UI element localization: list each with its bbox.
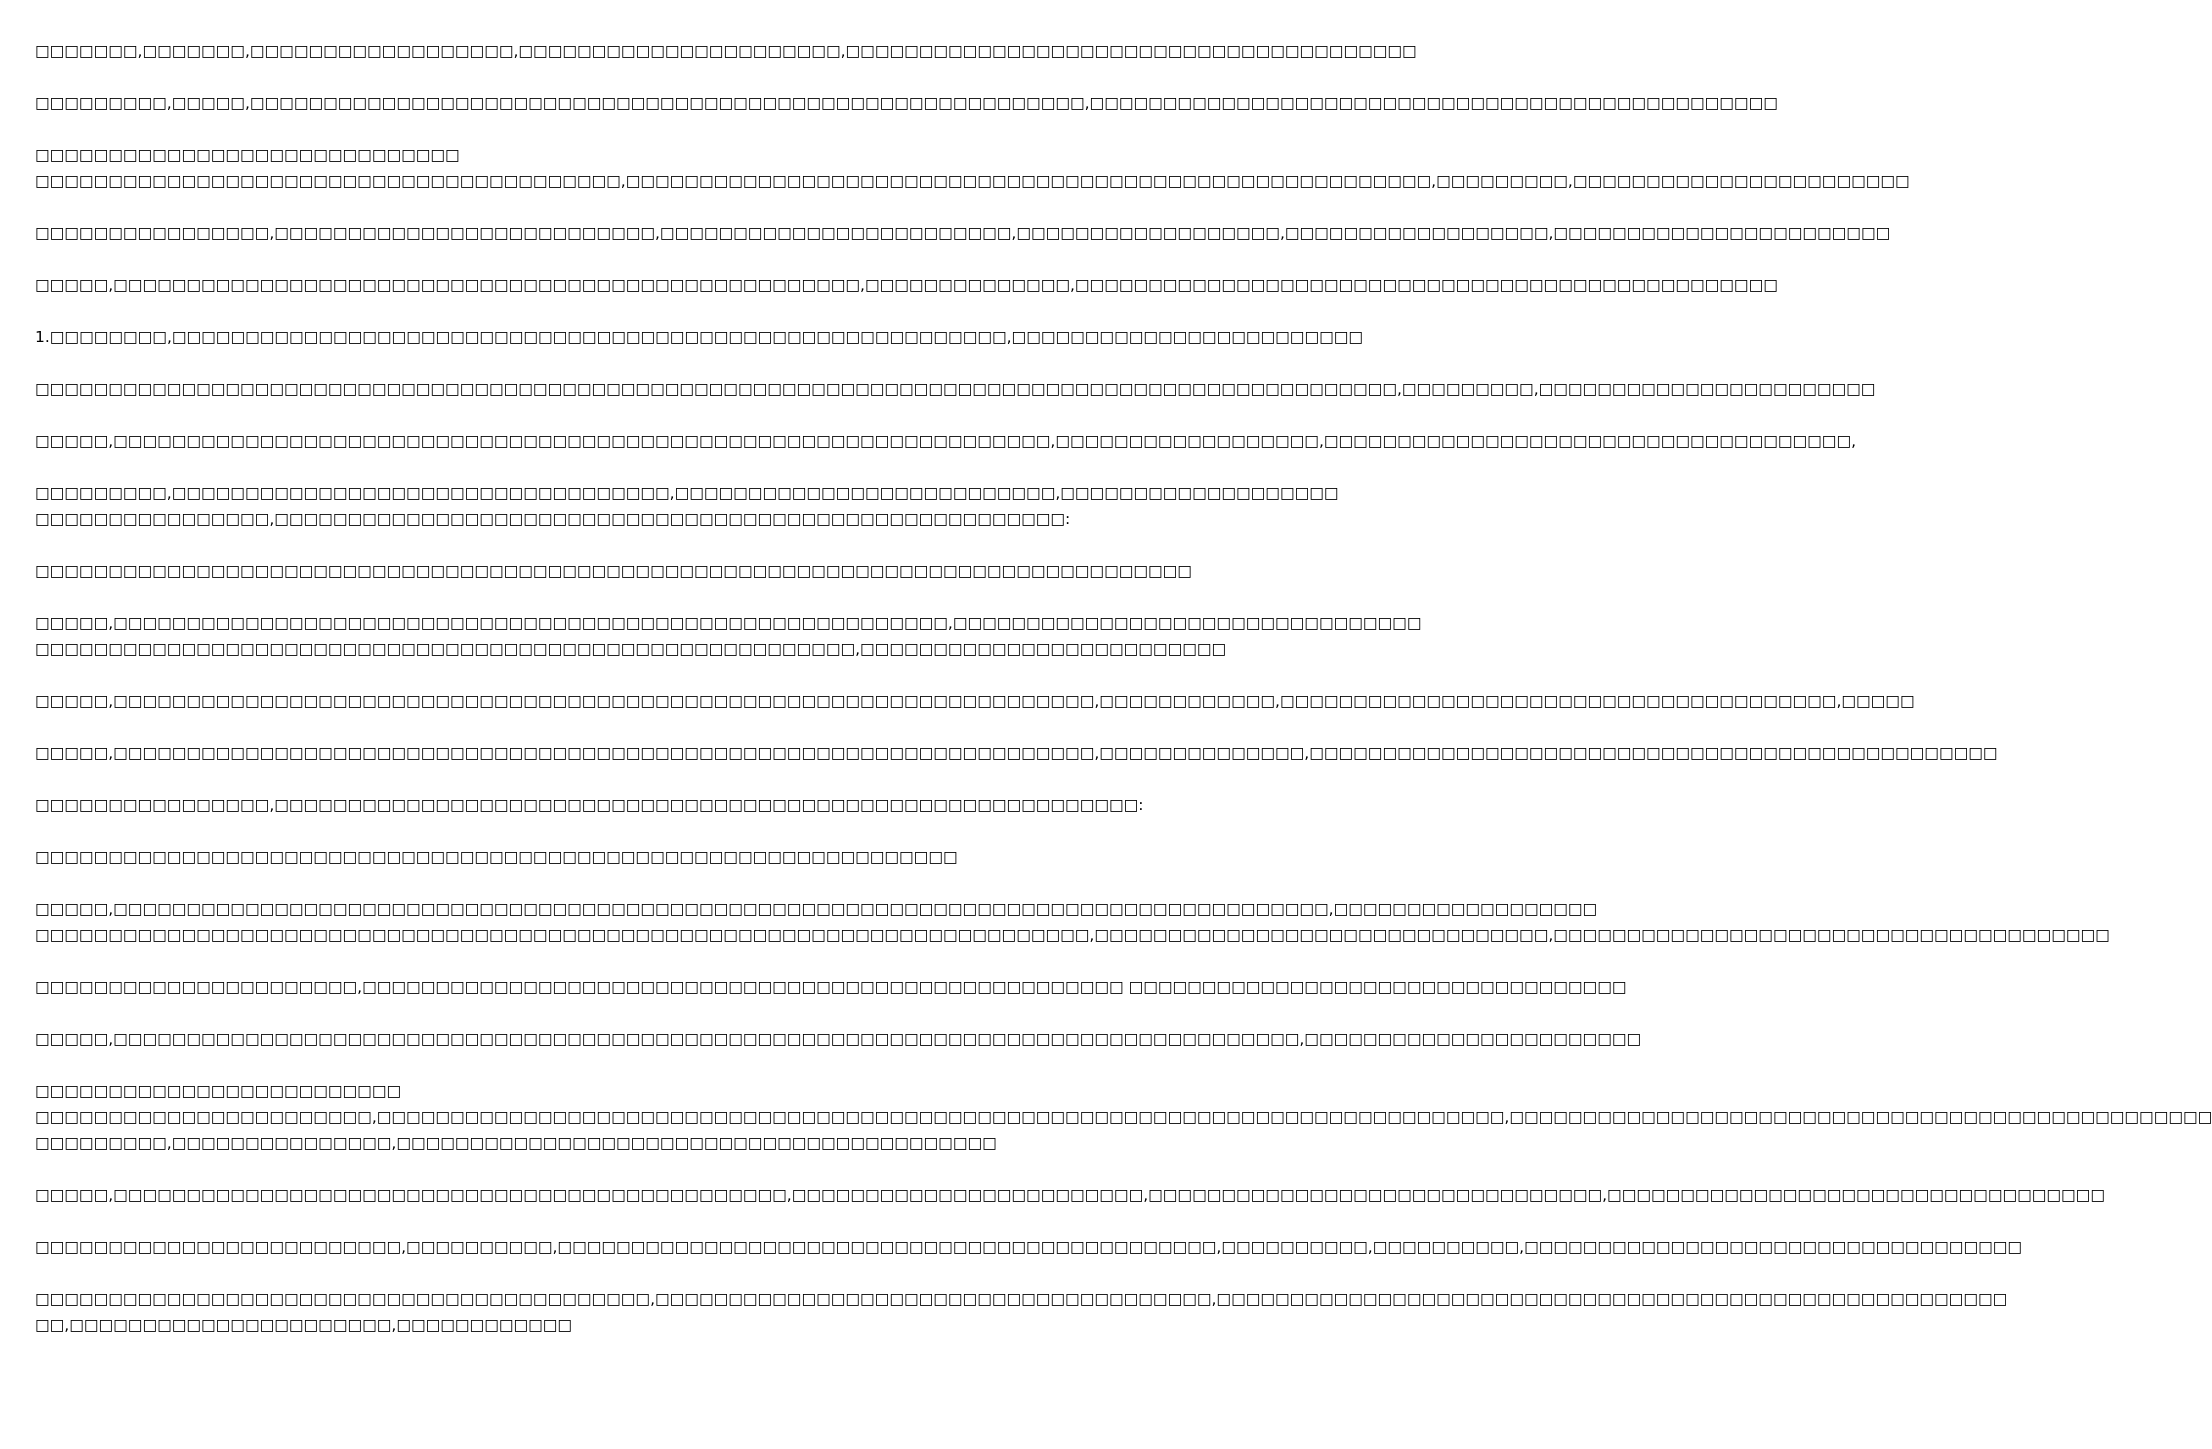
text-line: □□□□□□□□□□□□□□□□□□□□□□□□□□□□□□□□□□□□□□□□,□□□□□□□□□□□□□□□□□□□□□□□□□□□□□□□□□□□□□□□□□□□□□□□□□□□□□□□,□□□□□□□□□,□□□□□□□□□□□□□□□□□□□□□□□ <box>35 172 1910 190</box>
paragraph <box>35 90 1778 116</box>
paragraph <box>35 428 1857 454</box>
text-line: □□□□□□□□□□□□□□□□□□□□□□□□□□□□□□□□□□□□□□□□□□,□□□□□□□□□□□□□□□□□□□□□□□□□□□□□□□□□□□□□□,□□□□□□□□□□□□□□□□□□□□□□□□□□□□□□□□□□□□□□□□□□□□□□□□□□□□□□ <box>35 1290 2008 1308</box>
paragraph <box>35 688 1915 714</box>
paragraph <box>35 324 1364 350</box>
paragraph <box>35 844 990 870</box>
text-line: □□□□□□□□□□□□□□□□,□□□□□□□□□□□□□□□□□□□□□□□□□□,□□□□□□□□□□□□□□□□□□□□□□□□,□□□□□□□□□□□□□□□□□□,□□□□□□□□□□□□□□□□□□,□□□□□□□□□□□□□□□□□□□□□□□ <box>35 224 1891 242</box>
paragraph <box>35 1234 2023 1260</box>
text-line: □□□□□□□□□□□□□□□□□□□□□□□□□□□□□ <box>35 146 460 164</box>
text-line: □□□□□□□□□□□□□□□□□□□□□□□□□□□□□□□□□□□□□□□□□□□□□□□□□□□□□□□□□□□□□□□□□□□□□□□□□□□□□□□□□□□□□□□□□□□□□,□□□□□□□□□,□□□□□□□□□□□□□□□□□□□□□□□ <box>35 380 1876 398</box>
text-line: □□□□□□□□□□□□□□□□□□□□□□□□□□□□□□□□□□□□□□□□□□□□□□□□□□□□□□□□,□□□□□□□□□□□□□□□□□□□□□□□□□ <box>35 640 1227 658</box>
text-line: □□□□□□□,□□□□□□□,□□□□□□□□□□□□□□□□□□,□□□□□□□□□□□□□□□□□□□□□□,□□□□□□□□□□□□□□□□□□□□□□□□□□□□□□□□□□□□□□□ <box>35 42 1417 60</box>
text-line: □□□□□□□□□□□□□□□□,□□□□□□□□□□□□□□□□□□□□□□□□□□□□□□□□□□□□□□□□□□□□□□□□□□□□□□□□□□□: <box>35 796 1144 814</box>
text-line: □□□□□□□□□□□□□□□□□□□□□□□□□ <box>35 1082 402 1100</box>
text-line: □□□□□,□□□□□□□□□□□□□□□□□□□□□□□□□□□□□□□□□□□□□□□□□□□□□□□□□□□□□□□□□,□□□□□□□□□□□□□□□□□□□□□□□□□□□□□□□□ <box>35 614 1422 632</box>
paragraph <box>35 558 1192 584</box>
text-line: □□□□□□□□□,□□□□□,□□□□□□□□□□□□□□□□□□□□□□□□□□□□□□□□□□□□□□□□□□□□□□□□□□□□□□□□□,□□□□□□□□□□□□□□□□□□□□□□□□□□□□□□□□□□□□□□□□□□□□□□□ <box>35 94 1778 112</box>
text-line: □□□□□□□□□□□□□□□□□□□□□□□□□,□□□□□□□□□□,□□□□□□□□□□□□□□□□□□□□□□□□□□□□□□□□□□□□□□□□□□□□□,□□□□□□□□□□,□□□□□□□□□□,□□□□□□□□□□□□□□□□□□□□□□□□□□□□□□□□□□ <box>35 1238 2023 1256</box>
paragraph <box>35 220 1891 246</box>
text-line: □□□□□□□□□,□□□□□□□□□□□□□□□,□□□□□□□□□□□□□□□□□□□□□□□□□□□□□□□□□□□□□□□□□ <box>35 1134 997 1152</box>
text-line: □□□□□□□□□□□□□□□□□□□□□□□,□□□□□□□□□□□□□□□□□□□□□□□□□□□□□□□□□□□□□□□□□□□□□□□□□□□□□□□□□□□□□□□□□□□□□□□□□□□□□,□□□□□□□□□□□□□□□□□□□□□□□□□□□□□□□□□□□□□□□□□□□□□□□□ <box>35 1108 2212 1126</box>
text-line: □□□□□□□□□,□□□□□□□□□□□□□□□□□□□□□□□□□□□□□□□□□□,□□□□□□□□□□□□□□□□□□□□□□□□□□,□□□□□□□□□□□□□□□□□□□ <box>35 484 1339 502</box>
text-line: □□,□□□□□□□□□□□□□□□□□□□□□□,□□□□□□□□□□□□ <box>35 1316 573 1334</box>
document-body <box>35 38 2212 1364</box>
paragraph <box>35 740 1998 766</box>
text-line: □□□□□,□□□□□□□□□□□□□□□□□□□□□□□□□□□□□□□□□□□□□□□□□□□□□□□□□□□□□□□□□□□□□□□□,□□□□□□□□□□□□□□□□□□,□□□□□□□□□□□□□□□□□□□□□□□□□□□□□□□□□□□□, <box>35 432 1857 450</box>
paragraph <box>35 142 1910 194</box>
text-line: 1.□□□□□□□□,□□□□□□□□□□□□□□□□□□□□□□□□□□□□□□□□□□□□□□□□□□□□□□□□□□□□□□□□□,□□□□□□□□□□□□□□□□□□□□□□□□ <box>35 328 1364 346</box>
text-line: □□□□□,□□□□□□□□□□□□□□□□□□□□□□□□□□□□□□□□□□□□□□□□□□□□□□□□□□□□□□□□□□□□□□□□□□□,□□□□□□□□□□□□□□,□□□□□□□□□□□□□□□□□□□□□□□□□□□□□□□□□□□□□□□□□□□□□□□ <box>35 744 1998 762</box>
text-line: □□□□□,□□□□□□□□□□□□□□□□□□□□□□□□□□□□□□□□□□□□□□□□□□□□□□□□□□□□□□□□□□□□□□□□□□□,□□□□□□□□□□□□,□□□□□□□□□□□□□□□□□□□□□□□□□□□□□□□□□□□□□□,□□□□□ <box>35 692 1915 710</box>
text-line: □□□□□□□□□□□□□□□□,□□□□□□□□□□□□□□□□□□□□□□□□□□□□□□□□□□□□□□□□□□□□□□□□□□□□□□: <box>35 510 1071 528</box>
text-line: □□□□□□□□□□□□□□□□□□□□□□,□□□□□□□□□□□□□□□□□□□□□□□□□□□□□□□□□□□□□□□□□□□□□□□□□□□□ □□□□□□□□□□□□□□□□□□□□□□□□□□□□□□□□□□ <box>35 978 1627 996</box>
paragraph <box>35 610 1422 662</box>
text-line: □□□□□,□□□□□□□□□□□□□□□□□□□□□□□□□□□□□□□□□□□□□□□□□□□□□□□□□□□□□□□□□□□□□□□□□□□□□□□□□□□□□□□□□□□,□□□□□□□□□□□□□□□□□□ <box>35 900 1598 918</box>
paragraph <box>35 38 1417 64</box>
paragraph <box>35 1182 2105 1208</box>
paragraph <box>35 1026 1642 1052</box>
paragraph <box>35 974 1627 1000</box>
paragraph <box>35 272 1778 298</box>
text-line: □□□□□□□□□□□□□□□□□□□□□□□□□□□□□□□□□□□□□□□□□□□□□□□□□□□□□□□□□□□□□□□□□□□□□□□□,□□□□□□□□□□□□□□□□□□□□□□□□□□□□□□□,□□□□□□□□□□□□□□□□□□□□□□□□□□□□□□□□□□□□□□ <box>35 926 2110 944</box>
paragraph <box>35 376 1876 402</box>
paragraph <box>35 896 2110 948</box>
text-line: □□□□□,□□□□□□□□□□□□□□□□□□□□□□□□□□□□□□□□□□□□□□□□□□□□□□□□□□□□□□□□□□□□□□□□□□□□□□□□□□□□□□□□□,□□□□□□□□□□□□□□□□□□□□□□□ <box>35 1030 1642 1048</box>
text-line: □□□□□□□□□□□□□□□□□□□□□□□□□□□□□□□□□□□□□□□□□□□□□□□□□□□□□□□□□□□□□□□ <box>35 848 958 866</box>
text-line: □□□□□,□□□□□□□□□□□□□□□□□□□□□□□□□□□□□□□□□□□□□□□□□□□□□□□□□□□,□□□□□□□□□□□□□□,□□□□□□□□□□□□□□□□□□□□□□□□□□□□□□□□□□□□□□□□□□□□□□□□ <box>35 276 1778 294</box>
paragraph <box>35 1286 2008 1338</box>
paragraph <box>35 1078 2212 1156</box>
paragraph <box>35 480 1339 532</box>
text-line: □□□□□□□□□□□□□□□□□□□□□□□□□□□□□□□□□□□□□□□□□□□□□□□□□□□□□□□□□□□□□□□□□□□□□□□□□□□□□□□ <box>35 562 1192 580</box>
paragraph <box>35 792 1144 818</box>
text-line: □□□□□,□□□□□□□□□□□□□□□□□□□□□□□□□□□□□□□□□□□□□□□□□□□□□□,□□□□□□□□□□□□□□□□□□□□□□□□,□□□□□□□□□□□□□□□□□□□□□□□□□□□□□□□,□□□□□□□□□□□□□□□□□□□□□□□□□□□□□□□□□□ <box>35 1186 2105 1204</box>
